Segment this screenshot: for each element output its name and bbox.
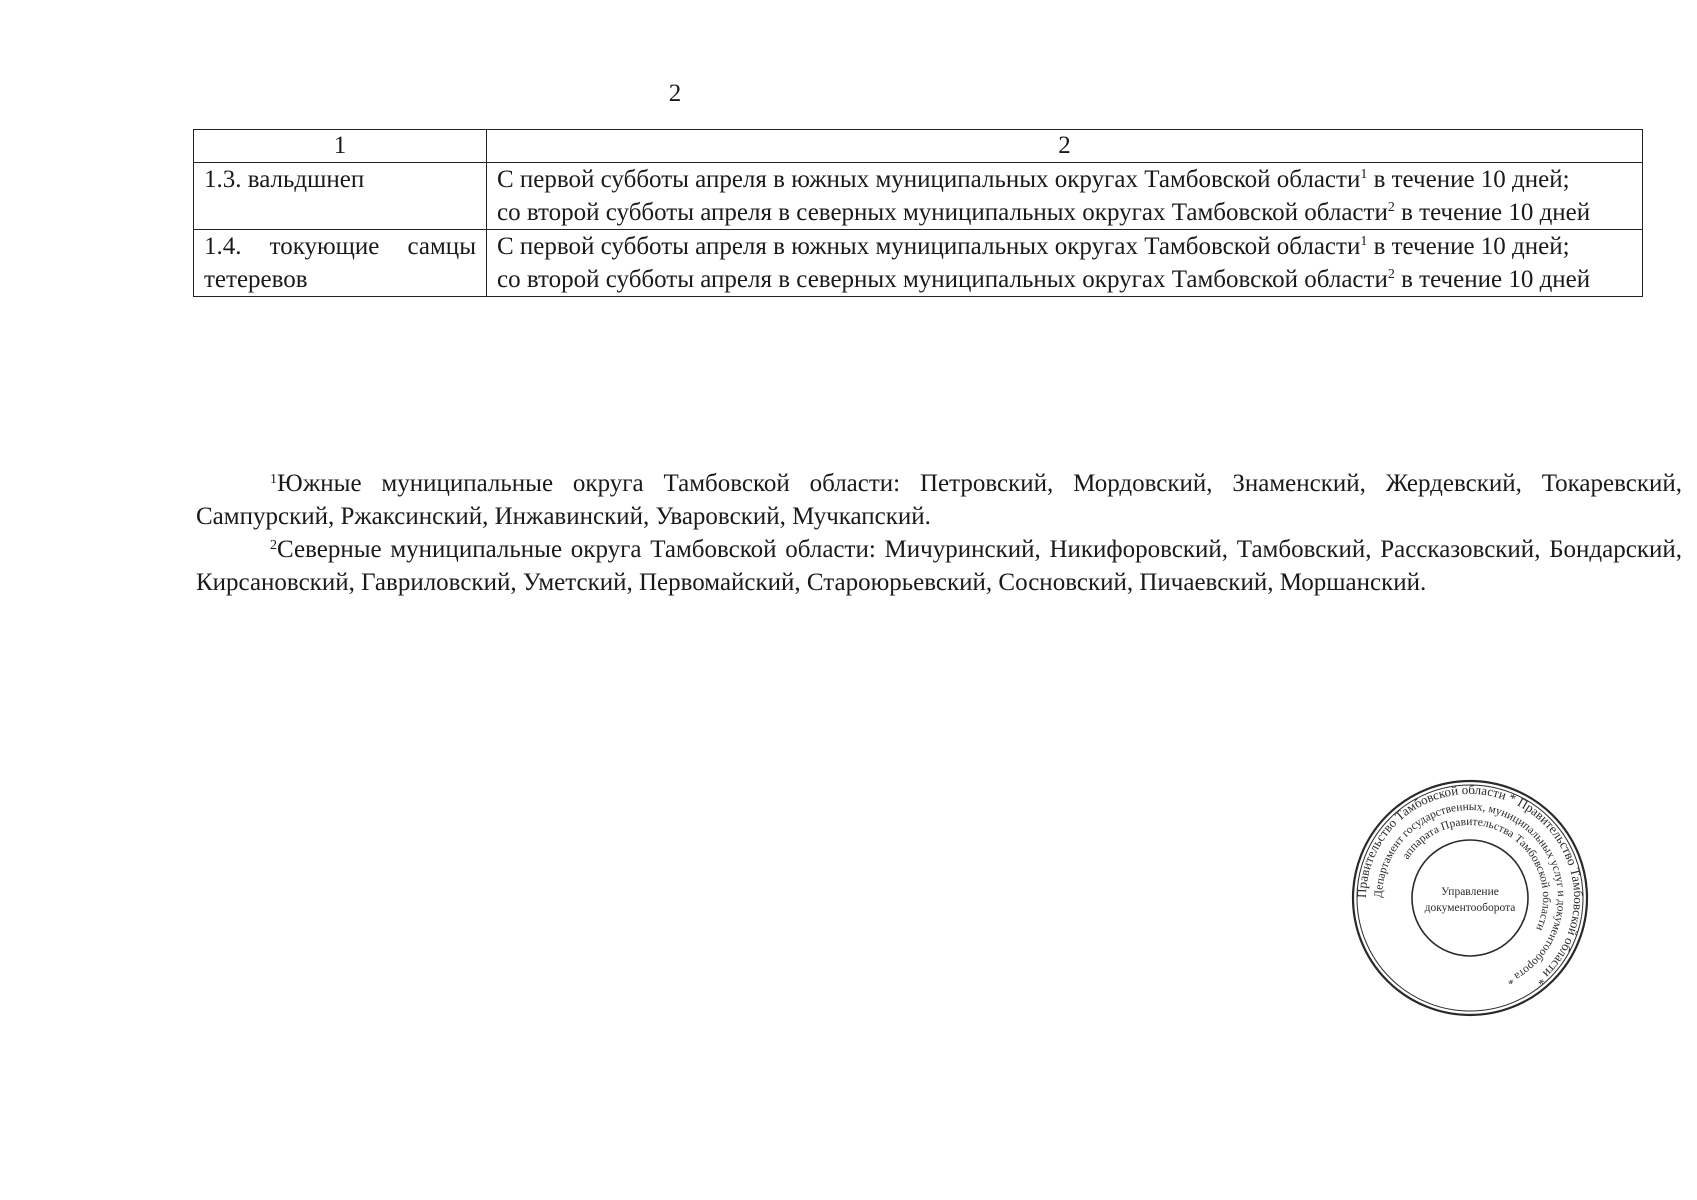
dates-cell (487, 230, 1643, 297)
footnote-ref: 2 (1387, 200, 1395, 215)
footnote-south: $^1$Южные муниципальные округа Тамбовской области: Петровский, Мордовский, Знаменский, Жердевский, Токаревский, Сампурский, Ржаксинский, Инжавинский, Уваровский, Мучкапский. (196, 470, 1682, 530)
table-header-row (194, 130, 1643, 163)
north-period: со второй субботы апреля в северных муниципальных округах Тамбовской области$^2$ в течение 10 дней (497, 266, 1591, 293)
table-row (194, 163, 1643, 230)
stamp-center-line1: Управление (1441, 886, 1499, 898)
footnote-ref: 2 (1387, 267, 1395, 282)
stamp-middle-text: Департамент государственных, муниципальных услуг и документооборота * (1372, 800, 1568, 987)
stamp-seal (1350, 778, 1590, 1018)
hunting-dates-table (193, 129, 1643, 297)
south-period: С первой субботы апреля в южных муниципальных округах Тамбовской области$^1$ в течение 10 дней; (497, 166, 1570, 193)
species-cell: 1.3. вальдшнеп (194, 163, 487, 230)
south-period: С первой субботы апреля в южных муниципальных округах Тамбовской области$^1$ в течение 10 дней; (497, 233, 1570, 260)
footnote-ref: 1 (1360, 167, 1368, 182)
page-number: 2 (668, 80, 682, 107)
footnote-ref: 1 (1360, 234, 1368, 249)
footnote-mark: 1 (270, 472, 277, 487)
stamp-center-line2: документооборота (1424, 902, 1516, 914)
dates-cell (487, 163, 1643, 230)
column-header-1: 1 (194, 130, 487, 163)
table-row (194, 230, 1643, 297)
footnote-north: $^2$Северные муниципальные округа Тамбовской области: Мичуринский, Никифоровский, Тамбовский, Рассказовский, Бондарский, Кирсановский, Гавриловский, Уметский, Первомайский, Староюрьевский, Сосновский, Пичаевский, Моршанский. (196, 536, 1682, 596)
official-stamp (1350, 778, 1590, 1018)
footnotes (196, 467, 1682, 599)
species-cell: 1.4. токующие самцы тетеревов (194, 230, 487, 297)
column-header-2: 2 (487, 130, 1643, 163)
footnote-mark: 2 (270, 538, 277, 553)
stamp-outer-text: Правительство Тамбовской области * Правительство Тамбовской области * (1353, 781, 1587, 989)
stamp-inner-text: аппарата Правительства Тамбовской области (1400, 815, 1553, 933)
north-period: со второй субботы апреля в северных муниципальных округах Тамбовской области$^2$ в течение 10 дней (497, 199, 1591, 226)
